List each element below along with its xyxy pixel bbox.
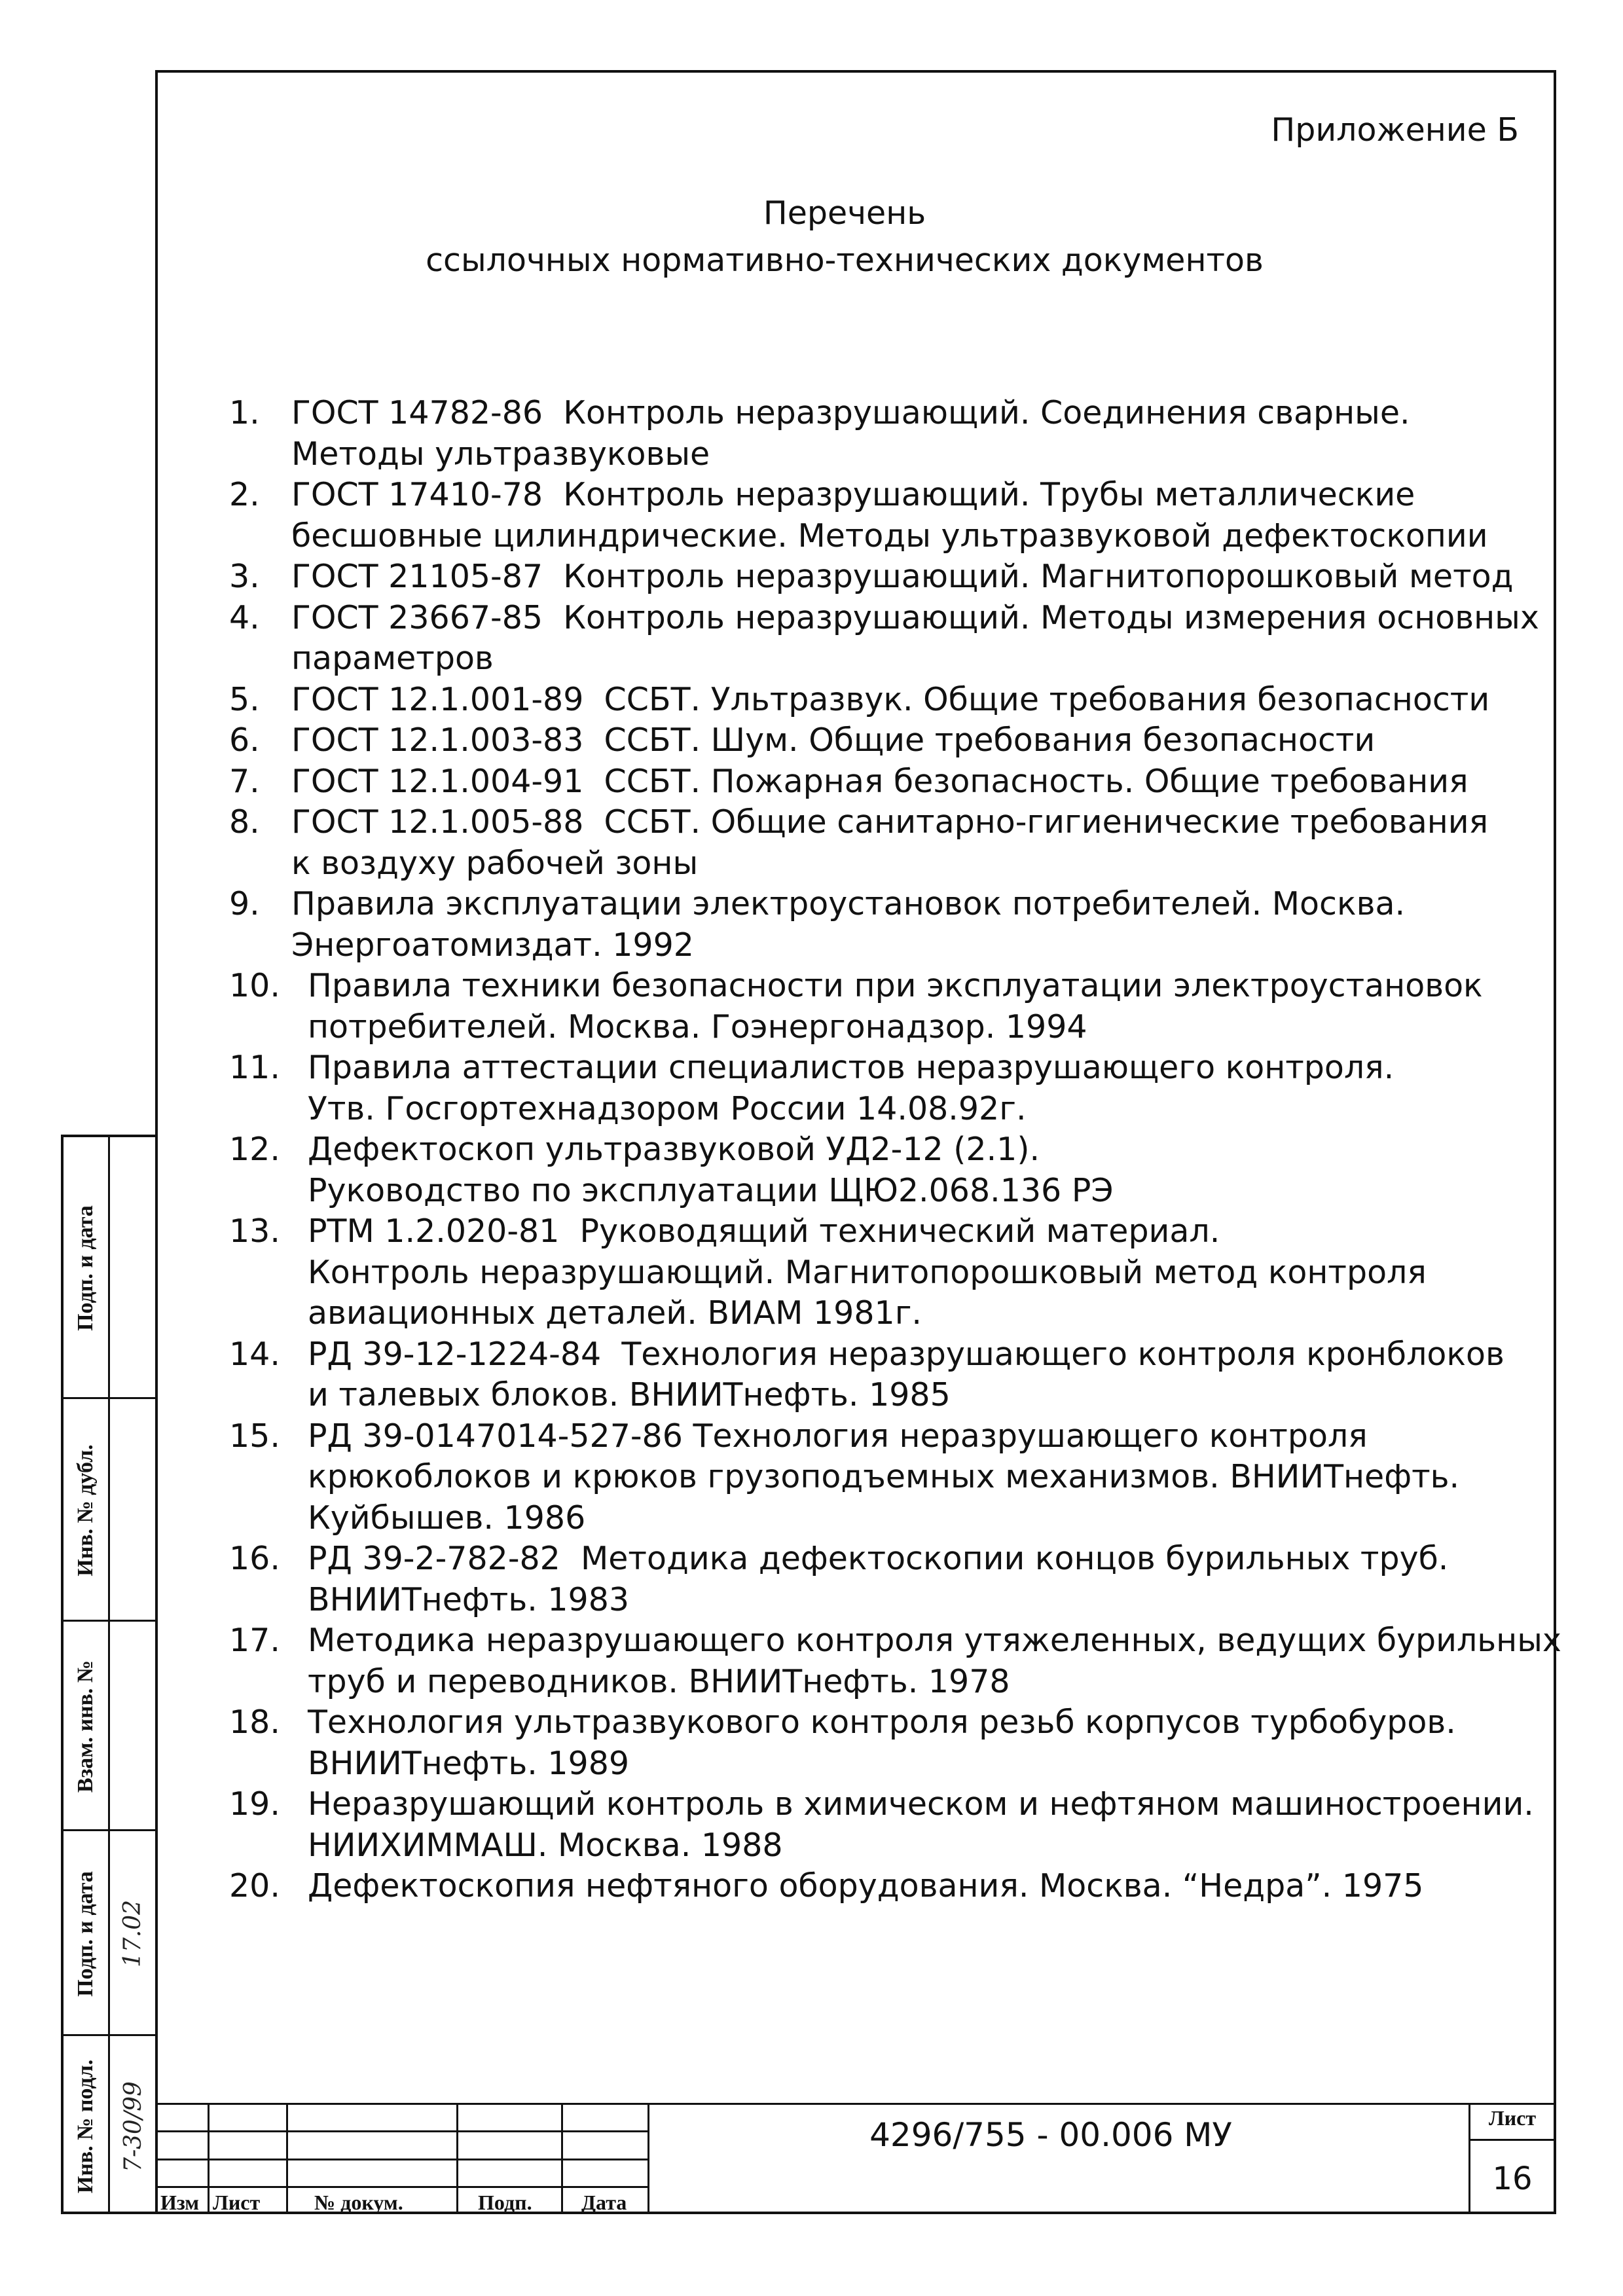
reference-text-line: крюкоблоков и крюков грузоподъемных механизмов. ВНИИТнефть. bbox=[308, 1458, 1460, 1495]
reference-item bbox=[229, 802, 1545, 884]
reference-number: 14. bbox=[229, 1335, 280, 1373]
title-block-col-line bbox=[561, 2103, 563, 2214]
title-block-row-line bbox=[155, 2159, 647, 2160]
reference-number: 12. bbox=[229, 1131, 280, 1168]
title-line-1: Перечень bbox=[763, 194, 926, 232]
reference-text-line: Методика неразрушающего контроля утяжеленных, ведущих бурильных bbox=[308, 1622, 1561, 1659]
reference-number: 5. bbox=[229, 680, 260, 718]
reference-item bbox=[229, 1702, 1545, 1784]
col-list: Лист bbox=[213, 2191, 261, 2214]
reference-text-line: и талевых блоков. ВНИИТнефть. 1985 bbox=[308, 1376, 951, 1413]
strip-label-text: Подп. и дата bbox=[73, 1205, 98, 1331]
strip-handwritten-entry bbox=[110, 1137, 156, 1399]
title-block-row-line bbox=[155, 2186, 647, 2188]
reference-text-line: ГОСТ 12.1.005-88 ССБТ. Общие санитарно-гигиенические требования bbox=[291, 803, 1489, 841]
reference-text-line: НИИХИММАШ. Москва. 1988 bbox=[308, 1826, 783, 1864]
reference-text-line: Методы ультразвуковые bbox=[291, 435, 710, 473]
sheet-label: Лист bbox=[1488, 2106, 1537, 2130]
title-block-col-line bbox=[456, 2103, 458, 2214]
title-block-top-border bbox=[155, 2103, 1556, 2105]
strip-handwritten-text: 7-30/99 bbox=[119, 2081, 147, 2172]
reference-text-line: ГОСТ 12.1.003-83 ССБТ. Шум. Общие требования безопасности bbox=[291, 721, 1376, 759]
reference-item bbox=[229, 1539, 1545, 1620]
reference-item bbox=[229, 475, 1545, 556]
strip-label-text: Подп. и дата bbox=[73, 1870, 98, 1997]
col-doc-number: № докум. bbox=[314, 2191, 403, 2214]
reference-number: 4. bbox=[229, 598, 260, 636]
strip-label bbox=[64, 1831, 108, 2036]
reference-text-line: ГОСТ 12.1.001-89 ССБТ. Ультразвук. Общие требования безопасности bbox=[291, 680, 1490, 718]
title-block-row-line bbox=[155, 2130, 647, 2132]
strip-label-text: Взам. инв. № bbox=[73, 1660, 98, 1793]
reference-number: 20. bbox=[229, 1867, 280, 1904]
reference-item bbox=[229, 1866, 1545, 1907]
title-block-col-line bbox=[208, 2103, 210, 2214]
reference-text-line: потребителей. Москва. Гоэнергонадзор. 1994 bbox=[308, 1008, 1087, 1046]
strip-handwritten-entry bbox=[110, 1399, 156, 1622]
strip-cell bbox=[64, 2036, 158, 2217]
reference-text-line: Дефектоскопия нефтяного оборудования. Москва. “Недра”. 1975 bbox=[308, 1867, 1424, 1904]
strip-handwritten-entry bbox=[110, 2036, 156, 2217]
document-title bbox=[367, 190, 1322, 284]
strip-label-text: Инв. № дубл. bbox=[73, 1444, 98, 1576]
col-izm: Изм bbox=[160, 2191, 200, 2214]
reference-number: 16. bbox=[229, 1540, 280, 1577]
reference-text-line: РД 39-2-782-82 Методика дефектоскопии концов бурильных труб. bbox=[308, 1540, 1449, 1577]
reference-item bbox=[229, 1334, 1545, 1416]
reference-item bbox=[229, 761, 1545, 803]
title-line-2: ссылочных нормативно-технических документов bbox=[426, 242, 1264, 279]
strip-label-text: Инв. № подл. bbox=[73, 2059, 98, 2194]
reference-text-line: Правила аттестации специалистов неразрушающего контроля. bbox=[308, 1049, 1395, 1086]
reference-number: 2. bbox=[229, 476, 260, 513]
strip-handwritten-text: 17.02 bbox=[119, 1899, 147, 1968]
reference-number: 6. bbox=[229, 721, 260, 759]
strip-handwritten-entry bbox=[110, 1831, 156, 2036]
reference-item bbox=[229, 1784, 1545, 1866]
reference-item bbox=[229, 1211, 1545, 1334]
reference-text-line: Куйбышев. 1986 bbox=[308, 1499, 586, 1537]
reference-text-line: Утв. Госгортехнадзором России 14.08.92г. bbox=[308, 1089, 1027, 1127]
reference-number: 9. bbox=[229, 885, 260, 922]
reference-text-line: Правила эксплуатации электроустановок потребителей. Москва. bbox=[291, 885, 1406, 922]
reference-number: 19. bbox=[229, 1785, 280, 1823]
reference-text-line: к воздуху рабочей зоны bbox=[291, 844, 699, 882]
strip-label bbox=[64, 1137, 108, 1399]
reference-text-line: ГОСТ 21105-87 Контроль неразрушающий. Магнитопорошковый метод bbox=[291, 558, 1514, 595]
reference-text-line: РТМ 1.2.020-81 Руководящий технический материал. bbox=[308, 1212, 1220, 1250]
reference-item bbox=[229, 966, 1545, 1048]
reference-number: 8. bbox=[229, 803, 260, 841]
strip-cell bbox=[64, 1399, 158, 1622]
title-block-col-line bbox=[647, 2103, 649, 2214]
reference-text-line: Правила техники безопасности при эксплуатации электроустановок bbox=[308, 967, 1483, 1004]
reference-item bbox=[229, 884, 1545, 966]
strip-handwritten-entry bbox=[110, 1622, 156, 1831]
strip-label bbox=[64, 2036, 108, 2217]
reference-text-line: бесшовные цилиндрические. Методы ультразвуковой дефектоскопии bbox=[291, 517, 1488, 555]
reference-text-line: Неразрушающий контроль в химическом и нефтяном машиностроении. bbox=[308, 1785, 1534, 1823]
reference-text-line: Контроль неразрушающий. Магнитопорошковый метод контроля bbox=[308, 1253, 1427, 1291]
side-stamp-strip bbox=[61, 1135, 155, 2214]
reference-text-line: Руководство по эксплуатации ЩЮ2.068.136 РЭ bbox=[308, 1171, 1114, 1209]
reference-text-line: параметров bbox=[291, 640, 494, 677]
reference-item bbox=[229, 1620, 1561, 1702]
reference-text-line: труб и переводников. ВНИИТнефть. 1978 bbox=[308, 1662, 1010, 1700]
reference-item bbox=[229, 720, 1545, 761]
title-block-col-line bbox=[286, 2103, 288, 2214]
reference-item bbox=[229, 680, 1545, 721]
reference-list bbox=[229, 393, 1561, 1907]
appendix-label: Приложение Б bbox=[1271, 111, 1519, 149]
reference-text-line: РД 39-12-1224-84 Технология неразрушающего контроля кронблоков bbox=[308, 1335, 1504, 1373]
reference-number: 18. bbox=[229, 1704, 280, 1741]
reference-text-line: ГОСТ 17410-78 Контроль неразрушающий. Трубы металлические bbox=[291, 476, 1415, 513]
strip-label bbox=[64, 1622, 108, 1831]
reference-text-line: авиационных деталей. ВИАМ 1981г. bbox=[308, 1294, 922, 1332]
col-date: Дата bbox=[581, 2191, 627, 2214]
col-signature: Подп. bbox=[478, 2191, 532, 2214]
reference-text-line: ГОСТ 14782-86 Контроль неразрушающий. Соединения сварные. bbox=[291, 394, 1410, 431]
reference-text-line: Технология ультразвукового контроля резьб корпусов турбобуров. bbox=[308, 1704, 1456, 1741]
reference-number: 10. bbox=[229, 967, 280, 1004]
reference-text-line: Энергоатомиздат. 1992 bbox=[291, 926, 694, 964]
reference-text-line: ВНИИТнефть. 1983 bbox=[308, 1580, 630, 1618]
sheet-number: 16 bbox=[1492, 2160, 1533, 2197]
strip-label bbox=[64, 1399, 108, 1622]
reference-text-line: РД 39-0147014-527-86 Технология неразрушающего контроля bbox=[308, 1417, 1368, 1455]
reference-number: 17. bbox=[229, 1622, 280, 1659]
reference-number: 13. bbox=[229, 1212, 280, 1250]
document-code: 4296/755 - 00.006 МУ bbox=[869, 2116, 1232, 2154]
reference-item bbox=[229, 598, 1545, 680]
strip-cell bbox=[64, 1622, 158, 1831]
sheet-box-divider bbox=[1468, 2139, 1556, 2141]
strip-cell bbox=[64, 1831, 158, 2036]
reference-number: 7. bbox=[229, 762, 260, 800]
reference-item bbox=[229, 393, 1545, 475]
reference-text-line: ВНИИТнефть. 1989 bbox=[308, 1744, 630, 1782]
reference-item bbox=[229, 1416, 1545, 1539]
reference-item bbox=[229, 1129, 1545, 1211]
reference-text-line: ГОСТ 23667-85 Контроль неразрушающий. Методы измерения основных bbox=[291, 598, 1539, 636]
reference-text-line: Дефектоскоп ультразвуковой УД2-12 (2.1). bbox=[308, 1131, 1040, 1168]
reference-item bbox=[229, 1048, 1545, 1129]
strip-cell bbox=[64, 1137, 158, 1399]
reference-number: 1. bbox=[229, 394, 260, 431]
reference-item bbox=[229, 556, 1545, 598]
reference-text-line: ГОСТ 12.1.004-91 ССБТ. Пожарная безопасность. Общие требования bbox=[291, 762, 1468, 800]
reference-number: 3. bbox=[229, 558, 260, 595]
reference-number: 15. bbox=[229, 1417, 280, 1455]
reference-number: 11. bbox=[229, 1049, 280, 1086]
